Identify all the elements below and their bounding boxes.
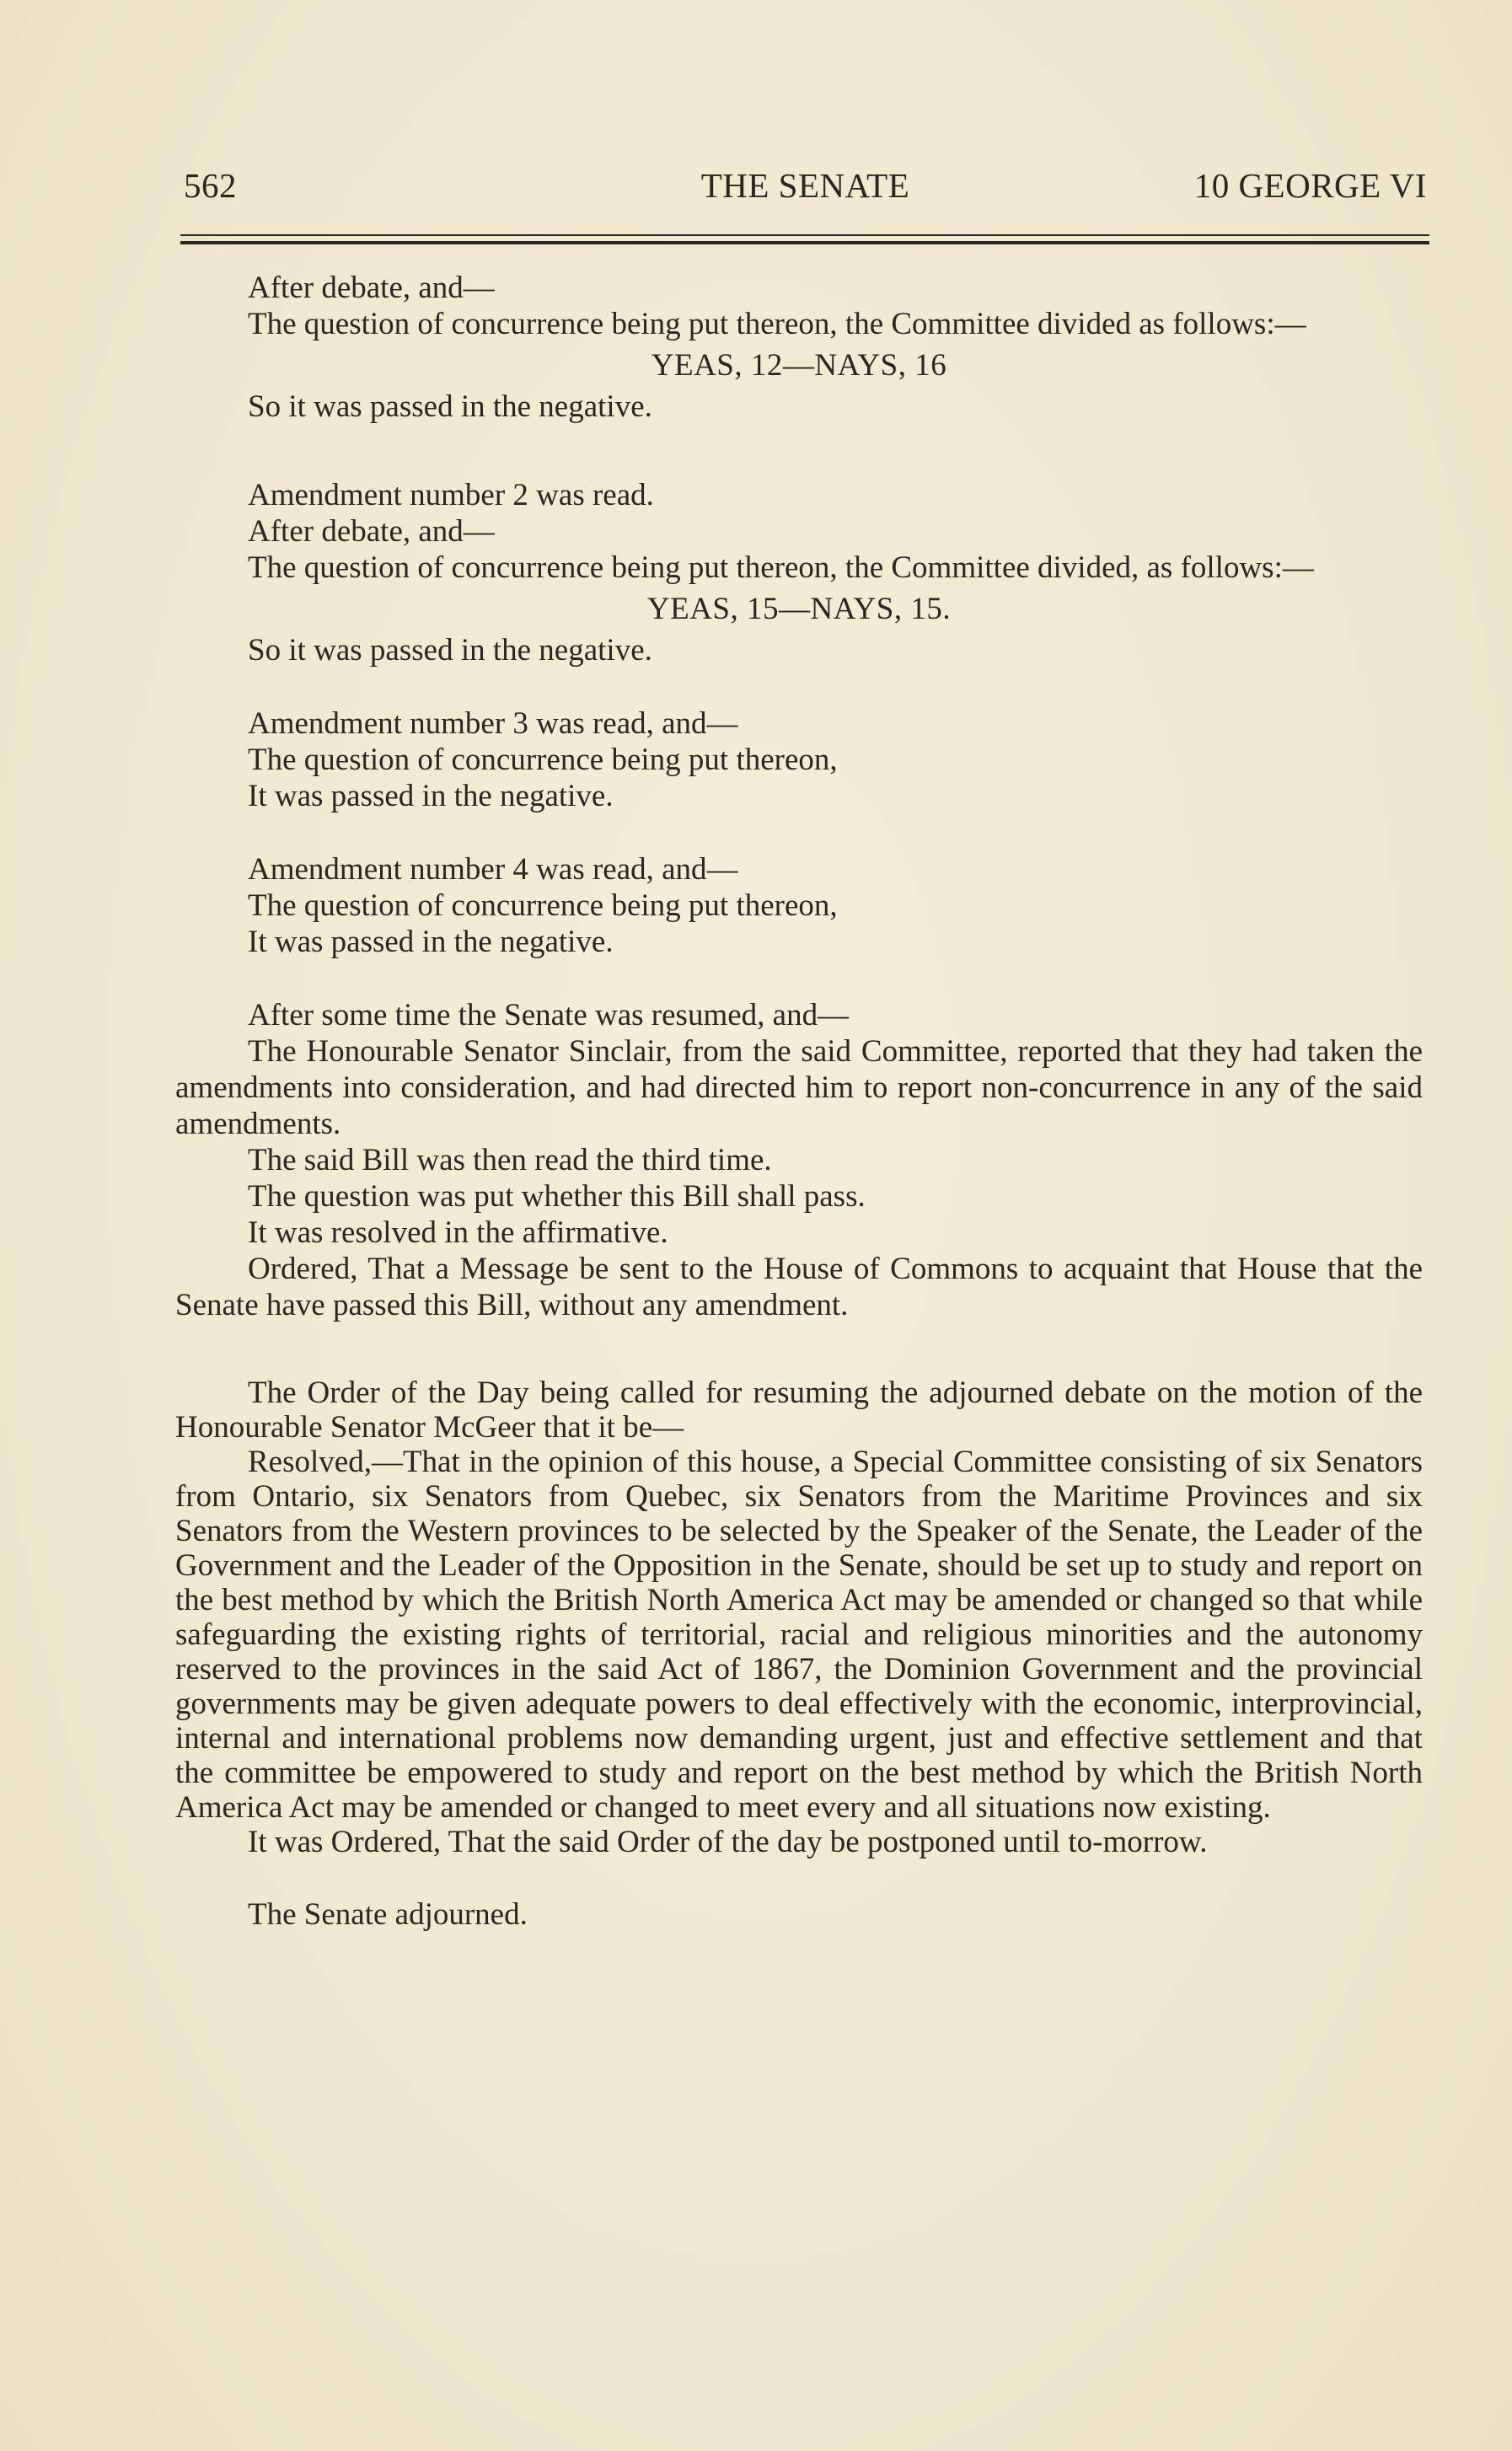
page-title: THE SENATE bbox=[700, 166, 910, 205]
resolution-paragraph: Resolved,—That in the opinion of this house, a Special Committee consisting of six Senators from Ontario, six Senators from Quebec, six Senators from the Maritime Provinces and six Senators from the Western provinces to be selected by the Speaker of the Senate, the Leader of the Government and the Leader of the Opposition in the Senate, should be set up to study and report on the best method by which the British North America Act may be amended or changed so that while safeguarding the existing rights of territorial, racial and religious minorities and the autonomy reserved to the provinces in the said Act of 1867, the Dominion Government and the provincial governments may be given adequate powers to deal effectively with the economic, interprovincial, internal and international problems now demanding urgent, just and effective settlement and that the committee be empowered to study and report on the best method by which the British North America Act may be amended or changed to meet every and all situations now existing. bbox=[175, 1445, 1423, 1825]
paragraph: The question of concurrence being put thereon, bbox=[248, 743, 838, 777]
paragraph: It was passed in the negative. bbox=[248, 779, 614, 813]
closing-line: The Senate adjourned. bbox=[248, 1897, 528, 1932]
paragraph: It was resolved in the affirmative. bbox=[248, 1215, 668, 1250]
paragraph: So it was passed in the negative. bbox=[248, 389, 652, 424]
paragraph: The Honourable Senator Sinclair, from the said Committee, reported that they had taken the amendments into consideration, and had directed him to report non-concurrence in any of the said amendments. bbox=[175, 1034, 1423, 1141]
header-rule-thin bbox=[180, 234, 1429, 236]
spacer bbox=[175, 1859, 1423, 1896]
spacer bbox=[175, 425, 1423, 477]
vote-tally: YEAS, 15—NAYS, 15. bbox=[646, 592, 952, 626]
paragraph: The question of concurrence being put thereon, bbox=[248, 888, 838, 923]
paragraph: The question was put whether this Bill shall pass. bbox=[248, 1179, 866, 1214]
paragraph: So it was passed in the negative. bbox=[248, 633, 652, 668]
paragraph: The question of concurrence being put thereon, the Committee divided as follows:— bbox=[248, 307, 1306, 341]
paragraph: The said Bill was then read the third time. bbox=[248, 1143, 772, 1177]
paragraph: Amendment number 4 was read, and— bbox=[248, 852, 738, 887]
paragraph: After some time the Senate was resumed, and— bbox=[248, 998, 850, 1032]
paragraph: Amendment number 3 was read, and— bbox=[248, 706, 738, 741]
paragraph: The Order of the Day being called for resuming the adjourned debate on the motion of the Honourable Senator McGeer that it be— bbox=[175, 1376, 1423, 1445]
paragraph: It was Ordered, That the said Order of the day be postponed until to-morrow. bbox=[248, 1825, 1208, 1859]
vote-tally: YEAS, 12—NAYS, 16 bbox=[651, 348, 947, 383]
spacer bbox=[175, 1323, 1423, 1376]
paragraph: Ordered, That a Message be sent to the House of Commons to acquaint that House that the Senate have passed this Bill, without any amendment. bbox=[175, 1252, 1423, 1322]
motion-section bbox=[175, 1376, 1423, 1859]
paragraph: After debate, and— bbox=[248, 271, 495, 305]
paragraph: It was passed in the negative. bbox=[248, 925, 614, 959]
journal-body bbox=[175, 270, 1423, 1933]
paragraph: The question of concurrence being put thereon, the Committee divided, as follows:— bbox=[248, 550, 1314, 585]
regnal-year: 10 GEORGE VI bbox=[1193, 166, 1427, 205]
page-number: 562 bbox=[184, 166, 237, 205]
header-rule-thick bbox=[180, 241, 1429, 244]
paragraph: After debate, and— bbox=[248, 514, 495, 549]
page-header bbox=[184, 165, 1427, 216]
spacer bbox=[175, 814, 1423, 851]
paragraph: Amendment number 2 was read. bbox=[248, 478, 654, 512]
spacer bbox=[175, 960, 1423, 997]
spacer bbox=[175, 668, 1423, 705]
